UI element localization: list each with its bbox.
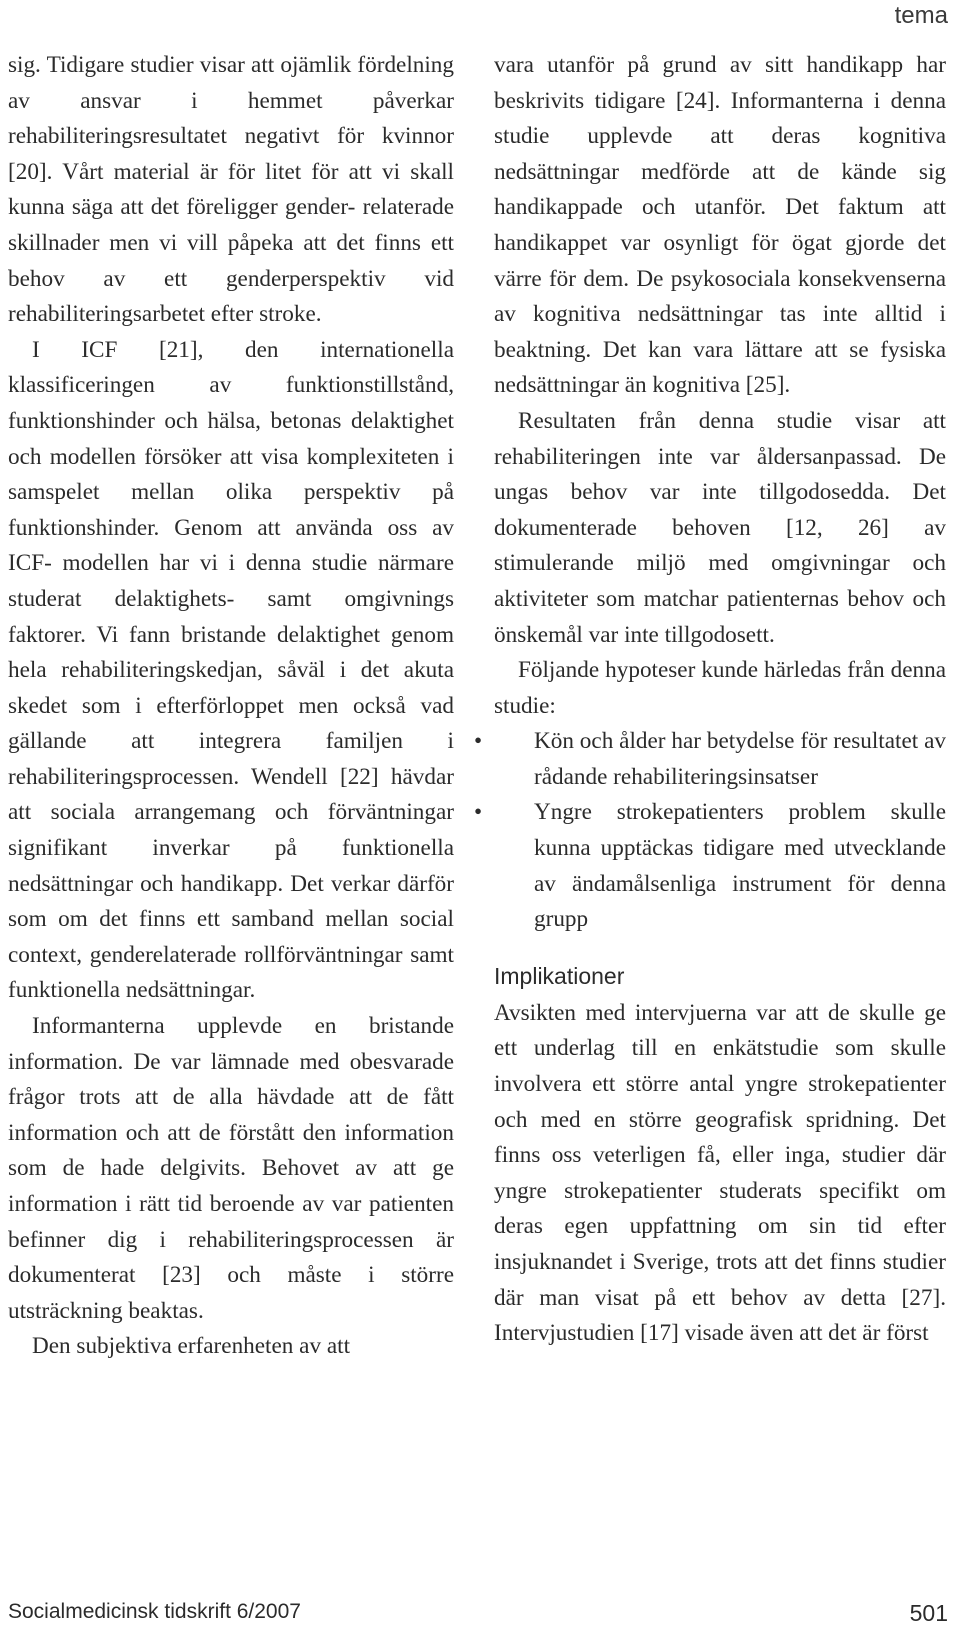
list-item xyxy=(474,795,946,937)
section-tag: tema xyxy=(894,2,948,29)
bullet-icon: • xyxy=(474,799,483,826)
hypothesis-list xyxy=(474,724,946,938)
paragraph: I ICF [21], den internationella klassificeringen av funktionstillstånd, funktionshinder och hälsa, betonas delaktighet och modellen försöker att visa komplexiteten i samspelet mellan olika perspektiv på funktionshinder. Genom att använda oss av ICF- modellen har vi i denna studie närmare studerat delaktighets- samt omgivnings faktorer. Vi fann bristande delaktighet genom hela rehabiliteringskedjan, såväl i det akuta skedet som i efterförloppet men också vad gällande att integrera familjen i rehabiliteringsprocessen. Wendell [22] hävdar att sociala arrangemang och förväntningar signifikant inverkar på funktionella nedsättningar och handikapp. Det verkar därför som om det finns ett samband mellan social context, genderelaterade rollförväntningar samt funktionella nedsättningar. xyxy=(8,336,454,1004)
section-heading: Implikationer xyxy=(494,962,625,989)
left-column xyxy=(8,48,454,1365)
page-number: 501 xyxy=(909,1600,948,1626)
bullet-icon: • xyxy=(474,728,483,755)
paragraph: Resultaten från denna studie visar att rehabiliteringen inte var åldersanpassad. De ungas behov var inte tillgodosedda. Det dokumenterade behoven [12, 26] av stimulerande miljö med omgivningar och aktiviteter som matchar patienternas behov och önskemål var inte tillgodosett. xyxy=(494,407,946,648)
journal-name: Socialmedicinsk tidskrift 6/2007 xyxy=(8,1600,301,1623)
list-item xyxy=(474,724,946,795)
list-item-text: Kön och ålder har betydelse för resultatet av rådande rehabiliteringsinsatser xyxy=(534,728,946,790)
list-item-text: Yngre strokepatienters problem skulle kunna upptäckas tidigare med utvecklande av ändamålsenliga instrument för denna grupp xyxy=(534,799,946,933)
paragraph: sig. Tidigare studier visar att ojämlik fördelning av ansvar i hemmet påverkar rehabiliteringsresultatet negativt för kvinnor [20]. Vårt material är för litet för att vi skall kunna säga att det föreligger gender- relaterade skillnader men vi vill påpeka att det finns ett behov av ett genderperspektiv vid rehabiliteringsarbetet efter stroke. xyxy=(8,52,454,328)
paragraph: Följande hypoteser kunde härledas från denna studie: xyxy=(494,657,946,719)
paragraph: Informanterna upplevde en bristande information. De var lämnade med obesvarade frågor trots att de alla hävdade att de fått information och att de förstått den information som de hade delgivits. Behovet av att ge information i rätt tid beroende av var patienten befinner dig i rehabiliteringsprocessen är dokumenterat [23] och måste i större utsträckning beaktas. xyxy=(8,1013,454,1324)
right-column xyxy=(474,48,946,1352)
paragraph: Avsikten med intervjuerna var att de skulle ge ett underlag till en enkätstudie som skulle involvera ett större antal yngre strokepatienter och med en större geografisk spridning. Det finns oss veterligen få, eller inga, studier där yngre strokepatienter studerats specifikt om deras egen uppfattning om sin tid efter insjuknandet i Sverige, trots att det finns studier där man visat på ett behov av detta [27]. Intervjustudien [17] visade även att det är först xyxy=(494,999,946,1347)
paragraph: Den subjektiva erfarenheten av att xyxy=(32,1333,351,1360)
paragraph: vara utanför på grund av sitt handikapp har beskrivits tidigare [24]. Informanterna i denna studie upplevde att deras kognitiva nedsättningar medförde att de kände sig handikappade och utanför. Det faktum att handikappet var osynligt för ögat gjorde det värre för dem. De psykosociala konsekvenserna av kognitiva nedsättningar tas inte alltid i beaktning. Det kan vara lättare att se fysiska nedsättningar än kognitiva [25]. xyxy=(494,52,946,399)
